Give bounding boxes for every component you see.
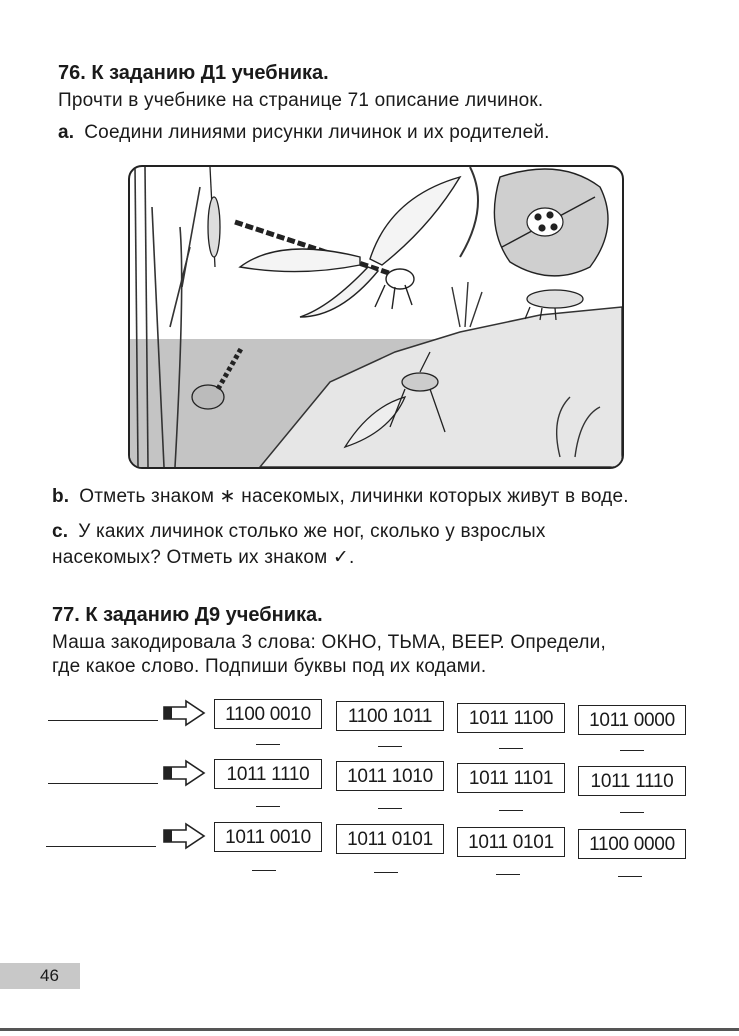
task-76-title: 76. К заданию Д1 учебника. bbox=[58, 62, 329, 84]
hanging-larva bbox=[208, 167, 220, 267]
task-77-title: 77. К заданию Д9 учебника. bbox=[52, 604, 323, 626]
code-box: 1011 0010 bbox=[214, 822, 322, 852]
item-c-text-line1: У каких личинок столько же ног, сколько у взрослых bbox=[78, 521, 546, 542]
item-c-text-line2: насекомых? Отметь их знаком ✓. bbox=[52, 547, 355, 568]
code-box: 1100 0010 bbox=[214, 699, 322, 729]
letter-slot[interactable] bbox=[378, 808, 402, 809]
letter-slot[interactable] bbox=[496, 874, 520, 875]
item-b-label: b. bbox=[52, 486, 70, 507]
letter-slot[interactable] bbox=[256, 744, 280, 745]
code-box: 1011 1101 bbox=[457, 763, 565, 793]
item-b-text: Отметь знаком ∗ насекомых, личинки которых живут в воде. bbox=[79, 486, 629, 507]
letter-slot[interactable] bbox=[374, 872, 398, 873]
code-box: 1011 1110 bbox=[578, 766, 686, 796]
task-76-a bbox=[58, 122, 550, 144]
insects-illustration bbox=[128, 165, 624, 469]
letter-slot[interactable] bbox=[620, 812, 644, 813]
code-box: 1011 0000 bbox=[578, 705, 686, 735]
code-box: 1100 1011 bbox=[336, 701, 444, 731]
item-a-label: a. bbox=[58, 122, 75, 143]
ladybug bbox=[527, 208, 563, 236]
branch bbox=[460, 167, 478, 257]
letter-slot[interactable] bbox=[256, 806, 280, 807]
item-a-text: Соедини линиями рисунки личинок и их родителей. bbox=[84, 122, 550, 143]
item-c-label: c. bbox=[52, 521, 69, 542]
letter-slot[interactable] bbox=[499, 810, 523, 811]
letter-slot[interactable] bbox=[618, 876, 642, 877]
code-box: 1011 0101 bbox=[457, 827, 565, 857]
task-77-line2: где какое слово. Подпиши буквы под их кодами. bbox=[52, 656, 487, 677]
code-box: 1011 0101 bbox=[336, 824, 444, 854]
task-76-intro: Прочти в учебнике на странице 71 описание личинок. bbox=[58, 90, 544, 111]
arrow-right-icon bbox=[162, 759, 206, 787]
word-answer-line[interactable] bbox=[48, 783, 158, 784]
word-answer-line[interactable] bbox=[48, 720, 158, 721]
code-box: 1100 0000 bbox=[578, 829, 686, 859]
task-76-c bbox=[52, 521, 546, 543]
code-box: 1011 1010 bbox=[336, 761, 444, 791]
code-box: 1011 1110 bbox=[214, 759, 322, 789]
letter-slot[interactable] bbox=[499, 748, 523, 749]
dragonfly bbox=[235, 177, 460, 317]
letter-slot[interactable] bbox=[252, 870, 276, 871]
arrow-right-icon bbox=[162, 699, 206, 727]
letter-slot[interactable] bbox=[378, 746, 402, 747]
letter-slot[interactable] bbox=[620, 750, 644, 751]
task-77-line1: Маша закодировала 3 слова: ОКНО, ТЬМА, ВЕЕР. Определи, bbox=[52, 632, 606, 653]
bottom-rule bbox=[0, 1028, 739, 1031]
task-76-b bbox=[52, 485, 629, 508]
insects-scene bbox=[130, 167, 622, 467]
arrow-right-icon bbox=[162, 822, 206, 850]
word-answer-line[interactable] bbox=[46, 846, 156, 847]
code-box: 1011 1100 bbox=[457, 703, 565, 733]
page-number: 46 bbox=[0, 963, 80, 989]
